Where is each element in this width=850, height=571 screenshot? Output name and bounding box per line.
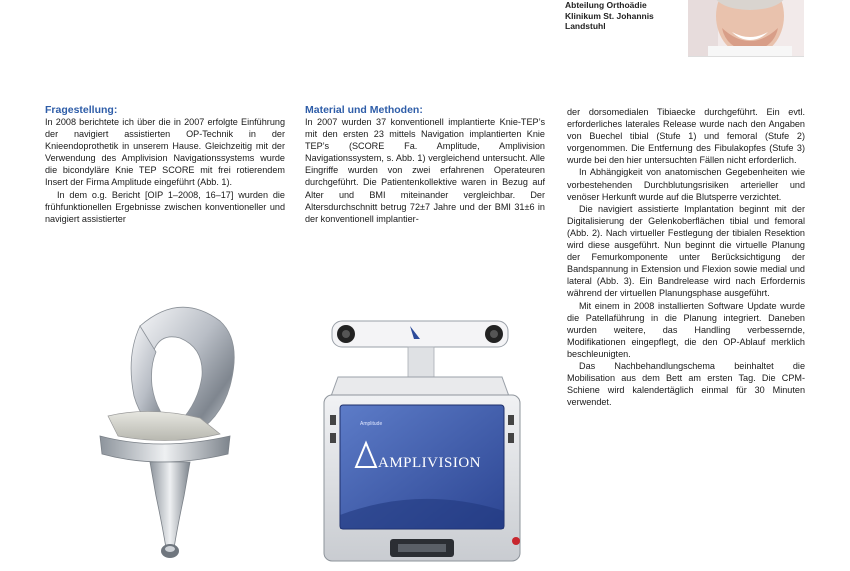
- author-line: Abteilung Orthoädie: [565, 0, 647, 10]
- author-portrait: [688, 0, 804, 57]
- section-heading: Fragestellung:: [45, 104, 118, 116]
- author-line: Landstuhl: [565, 21, 606, 31]
- author-line: Klinikum St. Johannis: [565, 10, 654, 21]
- text-column-2: [305, 104, 545, 225]
- paragraph: Mit einem in 2008 installierten Software Update wurde die Patellaführung in die Planung integriert. Daneben wurden weitere, das Handling verbessernde, Modifikationen eingepflegt, die den OP-Ablauf merklich beschleunigten.: [567, 300, 805, 359]
- paragraph: In 2007 wurden 37 konventionell implantierte Knie-TEP’s mit den ersten 23 mittels Navigation implantierten Knie TEP’s (SCORE Fa. Amplitude, Amplivision Navigationssystem, s. Abb. 1) vergleichend untersucht. Alle Eingriffe wurden von zwei erfahrenen Operateuren durchgeführt. Die Patientenkollektive waren in Bezug auf Alter und BMI miteinander vergleichbar. Der Altersdurchschnitt betrug 72±7 Jahre und der BMI 31±6 in der konventionell implantier-: [305, 117, 545, 224]
- device-brand: AMPLIVISION: [378, 455, 481, 471]
- paragraph: Die navigiert assistierte Implantation beginnt mit der Digitalisierung der Gelenkoberflächen tibial und femoral (Abb. 2). Nach virtueller Festlegung der tibialen Resektion wird diese ausgeführt. Nun beginnt die virtuelle Planung der Femurkomponente unter Berücksichtigung der Bandspannung in Extension und Flexion sowie medial und lateral (Abb. 3). Ein Bandrelease wird nach Erfordernis während der virtuellen Planungsphase ausgeführt.: [567, 203, 805, 299]
- section-heading: Material und Methoden:: [305, 104, 423, 116]
- paragraph: Das Nachbehandlungschema beinhaltet die Mobilisation aus dem Bett am ersten Tag. Die CPM-Schiene wird kalendertäglich einmal für 30 Minuten verwendet.: [567, 360, 805, 408]
- text-column-1: [45, 104, 285, 225]
- device-brand-small: Amplitude: [360, 421, 383, 427]
- text-column-3: [567, 106, 805, 408]
- knee-implant-image: [70, 296, 270, 566]
- paragraph: In 2008 berichtete ich über die in 2007 erfolgte Einführung der navigiert assistierten OP-Technik in der Knieendoprothetik in unserem Hause. Gleichzeitig mit der Verwendung des Amplivision Navigationssystems wurde die bicondyläre Knie TEP SCORE mit frei rotierendem Insert der Firma Amplitude eingeführt (Abb. 1).: [45, 117, 285, 188]
- paragraph: In Abhängigkeit von anatomischen Gegebenheiten wie vorbestehenden Durchblutungsrisiken arterieller und venöser Herkunft wurde auf die Blutsperre verzichtet.: [567, 167, 805, 202]
- navigation-system-image: [300, 315, 560, 566]
- paragraph: In dem o.g. Bericht [OIP 1–2008, 16–17] wurden die frühfunktionellen Ergebnisse zwischen konventioneller und navigiert assistierter: [45, 189, 285, 224]
- paragraph: der dorsomedialen Tibiaecke durchgeführt. Ein evtl. erforderliches laterales Release wurde nach den Angaben von Buechel tibial (Stufe 1) und femoral (Stufe 2) vorgenommen. Die Entfernung des Fibulakopfes (Stufe 3) wurde bei den hier untersuchten Fällen nicht erforderlich.: [567, 107, 805, 166]
- author-affiliation: [565, 0, 680, 32]
